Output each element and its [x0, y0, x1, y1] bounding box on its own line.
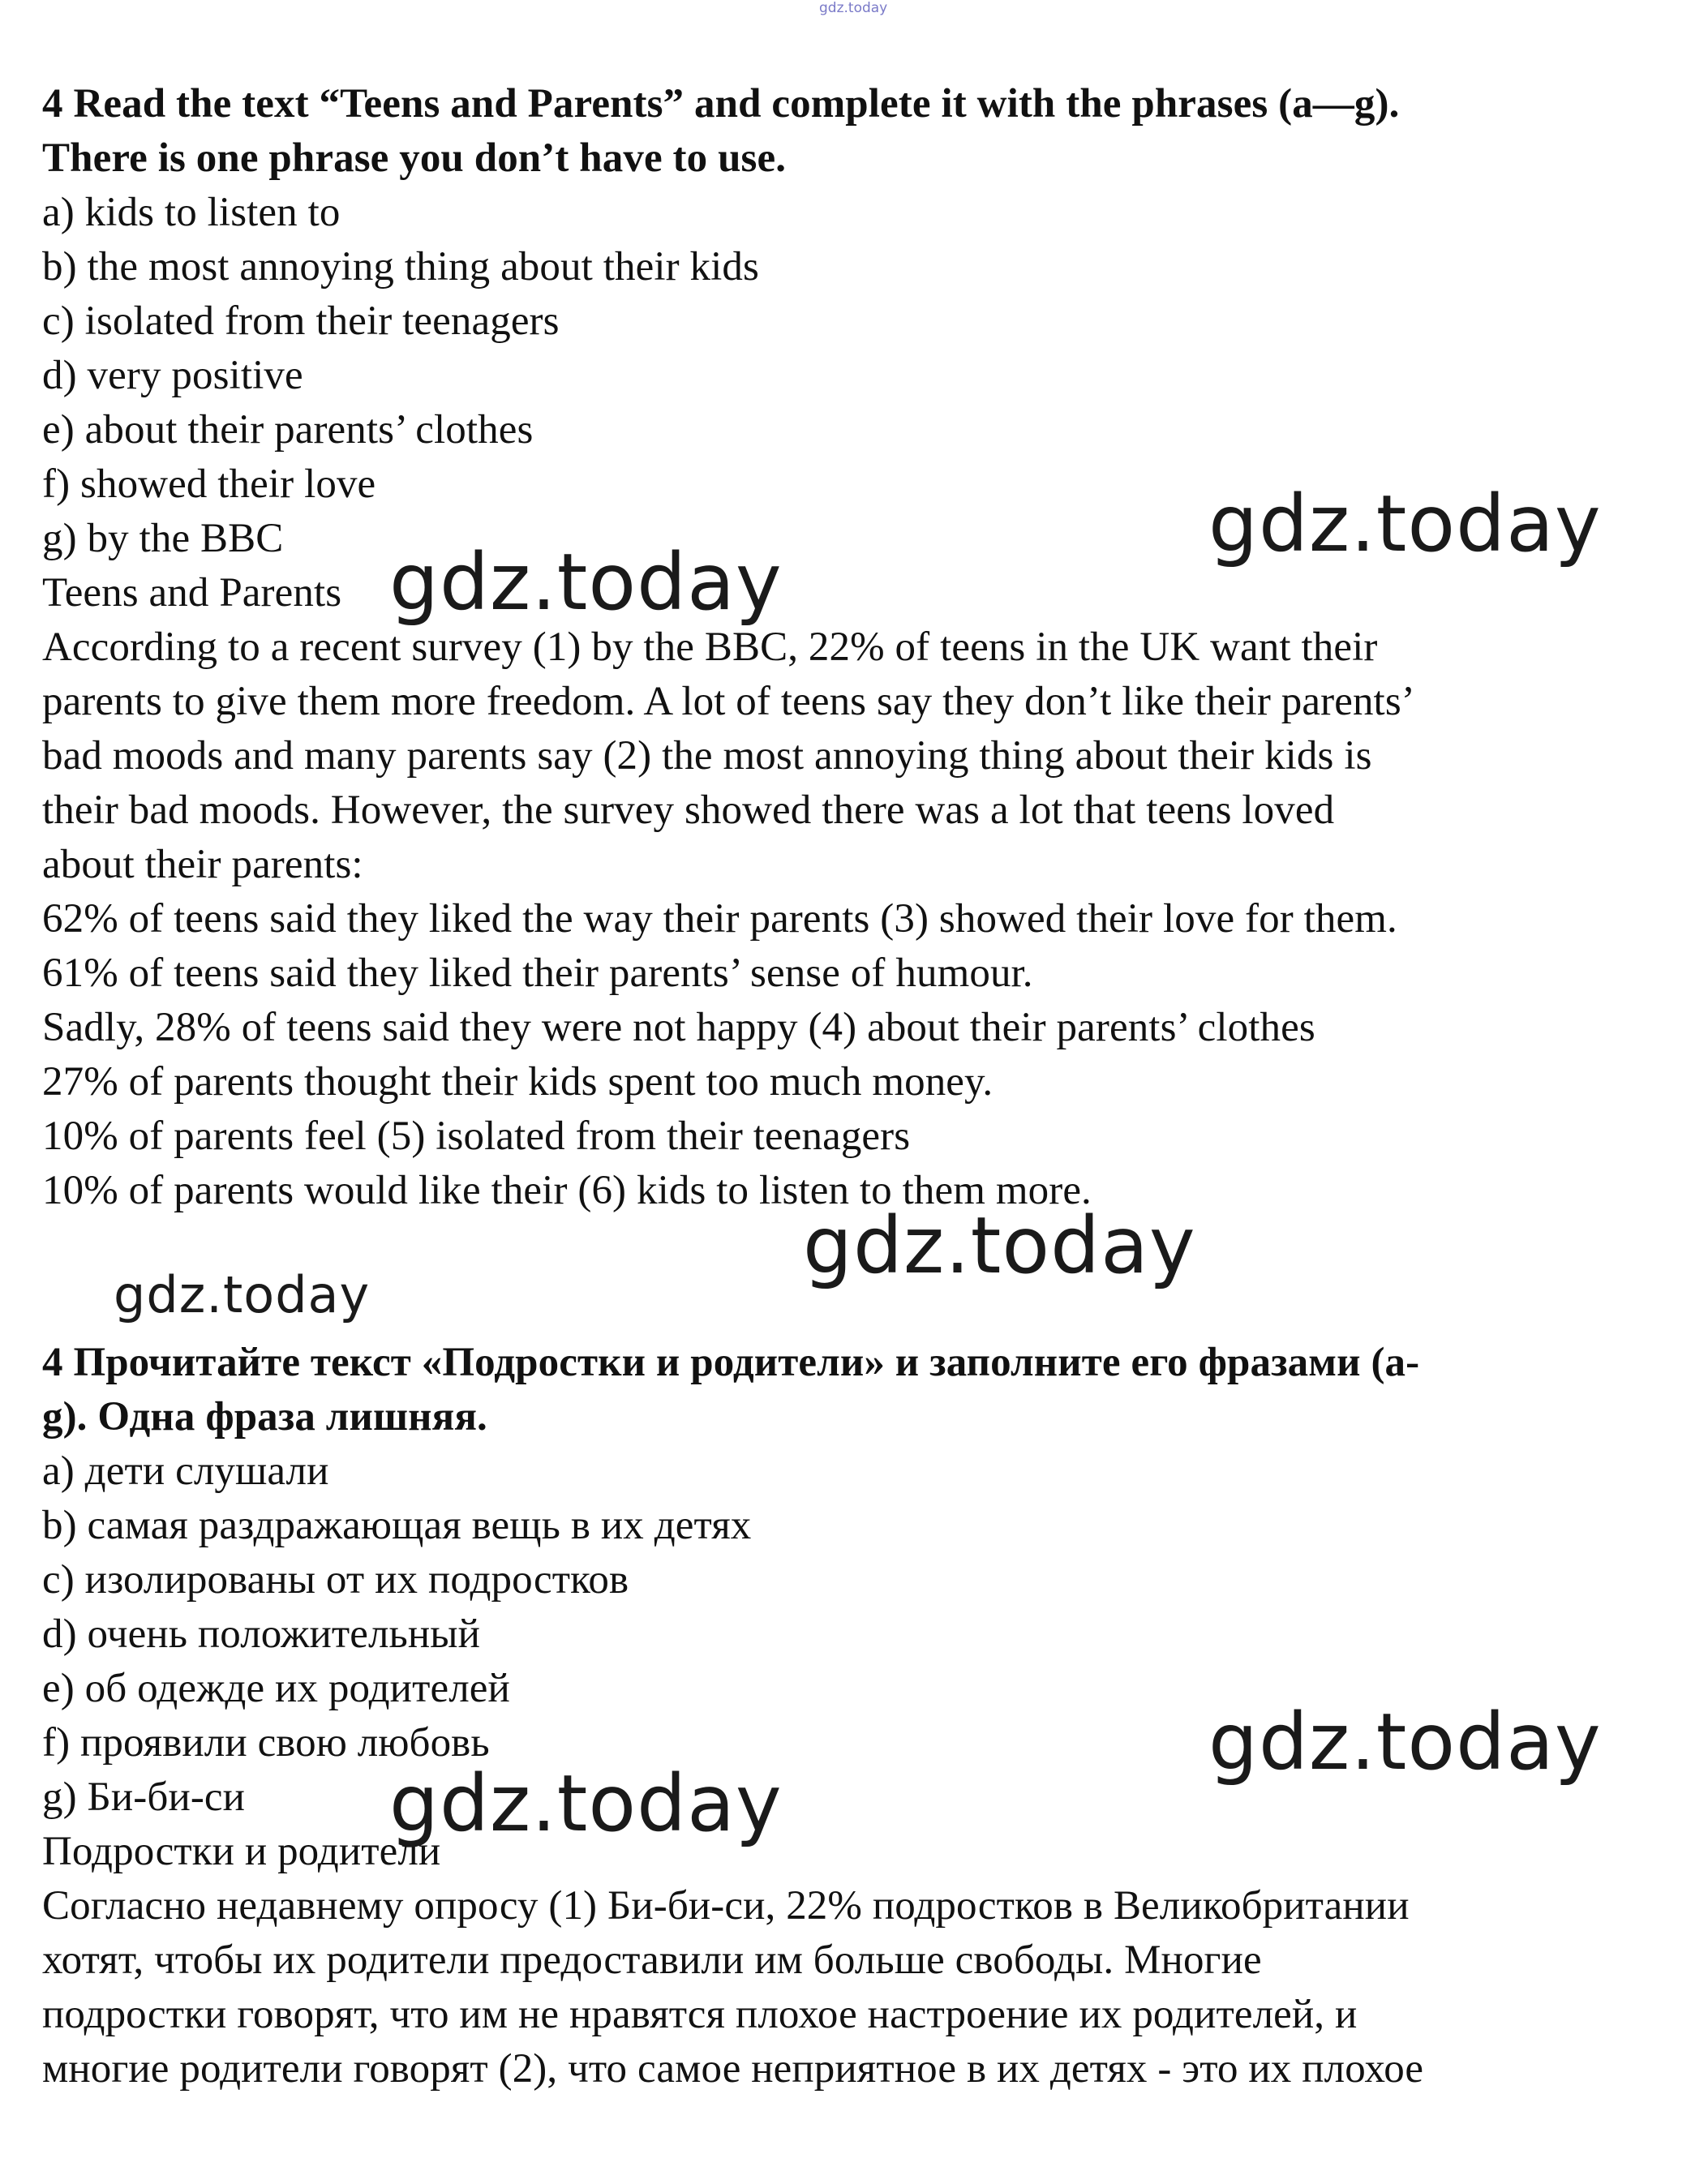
header-watermark: gdz.today — [819, 0, 888, 16]
russian-option-a: a) дети слушали — [42, 1448, 329, 1494]
watermark: gdz.today — [1208, 478, 1602, 569]
russian-option-b: b) самая раздражающая вещь в их детях — [42, 1503, 752, 1548]
russian-heading-line-2: g). Одна фраза лишняя. — [42, 1394, 487, 1440]
english-body-line: bad moods and many parents say (2) the most annoying thing about their kids is — [42, 733, 1372, 779]
english-body-line: 61% of teens said they liked their parents’ sense of humour. — [42, 950, 1033, 996]
russian-option-c: c) изолированы от их подростков — [42, 1557, 629, 1603]
english-body-line: 10% of parents would like their (6) kids to listen to them more. — [42, 1168, 1092, 1213]
english-option-d: d) very positive — [42, 353, 303, 398]
english-option-b: b) the most annoying thing about their kids — [42, 244, 759, 290]
watermark: gdz.today — [803, 1200, 1196, 1291]
english-body-line: parents to give them more freedom. A lot of teens say they don’t like their parents’ — [42, 679, 1415, 724]
english-heading-line-1: 4 Read the text “Teens and Parents” and complete it with the phrases (a—g). — [42, 81, 1400, 127]
document-page — [42, 77, 1664, 2096]
english-option-e: e) about their parents’ clothes — [42, 407, 534, 453]
english-body-line: their bad moods. However, the survey showed there was a lot that teens loved — [42, 787, 1335, 833]
english-text-title: Teens and Parents — [42, 570, 342, 616]
russian-option-d: d) очень положительный — [42, 1611, 481, 1657]
english-heading-line-2: There is one phrase you don’t have to use. — [42, 135, 787, 181]
english-body-line: 62% of teens said they liked the way their parents (3) showed their love for them. — [42, 896, 1397, 942]
watermark: gdz.today — [389, 537, 783, 628]
russian-body-line: многие родители говорят (2), что самое неприятное в их детях - это их плохое — [42, 2046, 1424, 2092]
watermark: gdz.today — [114, 1265, 371, 1324]
russian-body-line: хотят, чтобы их родители предоставили им больше свободы. Многие — [42, 1937, 1262, 1983]
russian-option-g: g) Би-би-си — [42, 1774, 246, 1820]
english-body-line: According to a recent survey (1) by the BBC, 22% of teens in the UK want their — [42, 624, 1378, 670]
english-option-c: c) isolated from their teenagers — [42, 298, 560, 344]
russian-body-line: Согласно недавнему опросу (1) Би-би-си, 22% подростков в Великобритании — [42, 1883, 1410, 1929]
english-option-a: a) kids to listen to — [42, 190, 341, 235]
english-body-line: 10% of parents feel (5) isolated from their teenagers — [42, 1114, 911, 1159]
watermark: gdz.today — [389, 1758, 783, 1849]
watermark: gdz.today — [1208, 1697, 1602, 1787]
russian-heading-line-1: 4 Прочитайте текст «Подростки и родители» и заполните его фразами (a- — [42, 1340, 1420, 1385]
english-option-f: f) showed their love — [42, 461, 376, 507]
english-option-g: g) by the BBC — [42, 516, 284, 561]
english-body-line: Sadly, 28% of teens said they were not happy (4) about their parents’ clothes — [42, 1005, 1315, 1050]
russian-body-line: подростки говорят, что им не нравятся плохое настроение их родителей, и — [42, 1992, 1358, 2037]
english-body-line: about their parents: — [42, 842, 363, 887]
russian-text-title: Подростки и родители — [42, 1829, 441, 1874]
english-section — [42, 77, 1664, 1218]
english-body-line: 27% of parents thought their kids spent too much money. — [42, 1059, 993, 1105]
russian-option-e: e) об одежде их родителей — [42, 1666, 510, 1711]
russian-option-f: f) проявили свою любовь — [42, 1720, 490, 1766]
